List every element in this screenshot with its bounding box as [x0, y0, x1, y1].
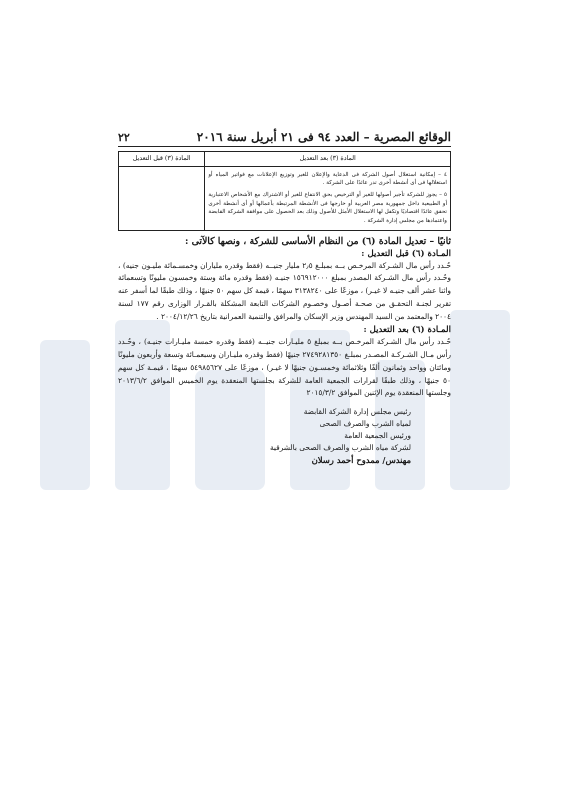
article-item: ٥ – يجوز للشركة تأجير أصولها للغير أو الترخيص بحق الانتفاع للغير أو الاشتراك مع الأشخاص الاعتبارية أو الطبيعية داخل جمهورية مصر العربية أو خارجها فى الأنشطة المرتبطة بأعمالها أو أى أنشطة أخرى تحقق عائدًا اقتصاديًا وتكفل لها الاستغلال الأمثل للأصول وذلك بعد الحصول على موافقة الشركة القابضة واعتمادها من مجلس إدارة الشركة . — [208, 192, 447, 225]
after-amendment-text: حُـدد رأس مال الشـركة المرخـص بــه بمبلغ ٥ مليـارات جنيــه (فقط وقدره خمسة مليـارات جنيـه) ، وحُـدد رأس مـال الشـركـة المصـدر بمبلـغ ٢٧٤٩٢٨١٣٥٠ جنيهًا (فقط وقدره مليـاران وسبعمـائة وتسعة وأربعون مليونًا ومائتان وواحد وثمانون ألفًا وثلاثمائة وخمسـون جنيهًا لا غيـر) ، موزعًا على ٥٤٩٨٥٦٢٧ سهمًا ، قيمـة كل سهم ٥٠ جنيهًا ، وذلك طبقًا لقرارات الجمعية العامة للشركة بجلستها المنعقدة يوم الخميس الموافق ٢٠١٣/٦/٢ وجلستها المنعقدة يوم الإثنين الموافق ٢٠١٥/٣/٢ — [118, 337, 451, 398]
page-header — [118, 130, 451, 147]
signature-line: لشركة مياه الشرب والصرف الصحى بالشرقية — [269, 442, 411, 452]
article-before-cell — [119, 166, 205, 230]
before-amendment-heading: المـادة (٦) قبل التعديل : — [361, 248, 451, 259]
gazette-title: الوقائع المصرية – العدد ٩٤ فى ٢١ أبريل سنة ٢٠١٦ — [196, 130, 451, 144]
signature-line: ورئيس الجمعية العامة — [344, 430, 411, 440]
after-amendment-heading: المـادة (٦) بعد التعديل : — [363, 325, 451, 336]
signature-line: رئيس مجلس إدارة الشركة القابضة — [303, 407, 411, 417]
signatory-name: مهندس/ ممدوح أحمد رسلان — [311, 455, 411, 466]
signature-line: لمياه الشرب والصرف الصحى — [319, 418, 411, 428]
page-number: ٢٢ — [118, 131, 130, 144]
column-header-after: المادة (٣) بعد التعديل — [205, 152, 451, 167]
document-page — [118, 130, 451, 468]
article-after-cell — [205, 166, 451, 230]
signature-block — [118, 406, 411, 468]
before-amendment-text: حُـدد رأس مال الشـركة المرخـص بــه بمبلـغ ٢٫٥ مليار جنيــه (فقط وقدره ملياران وخمسـمائة مليـون جنيه) ، وحُـدد رأس مال الشـركة المصدر بمبلغ ١٥٦٩١٢٠٠٠ جنيـه (فقط وقدره مائة وستة وخمسون مليونًا وتسعمائة واثنا عشر ألف جنيـه لا غيـر) ، موزعًا على ٣١٣٨٢٤٠ سهمًا ، قيمة كل سهم ٥٠ جنيهًا ، وذلك طبقًا لما أسفر عنه تقرير لجنـة التحقـق من صحـة أصـول وخصـوم الشركات التابعة المشكلة بالقـرار الوزارى رقم ١٧٧ لسنة ٢٠٠٤ والمعتمد من السيد المهندس وزير الإسكان والمرافق والتنمية العمرانية بتاريخ ٢٠٠٤/١٢/٢٦ . — [118, 260, 452, 321]
section-heading: ثانيًا – تعديل المادة (٦) من النظام الأساسى للشركة ، ونصها كالآتى : — [184, 235, 451, 247]
column-header-before: المادة (٣) قبل التعديل — [119, 152, 205, 167]
amendment-table — [118, 151, 451, 231]
article-item: ٤ – إمكانية استغلال أصول الشركة فى الدعاية والإعلان للغير وتوزيع الإعلانات مع فواتير المياه أو استغلالها فى أى أنشطة أخرى تدر عائدًا على الشركة . — [208, 171, 447, 187]
